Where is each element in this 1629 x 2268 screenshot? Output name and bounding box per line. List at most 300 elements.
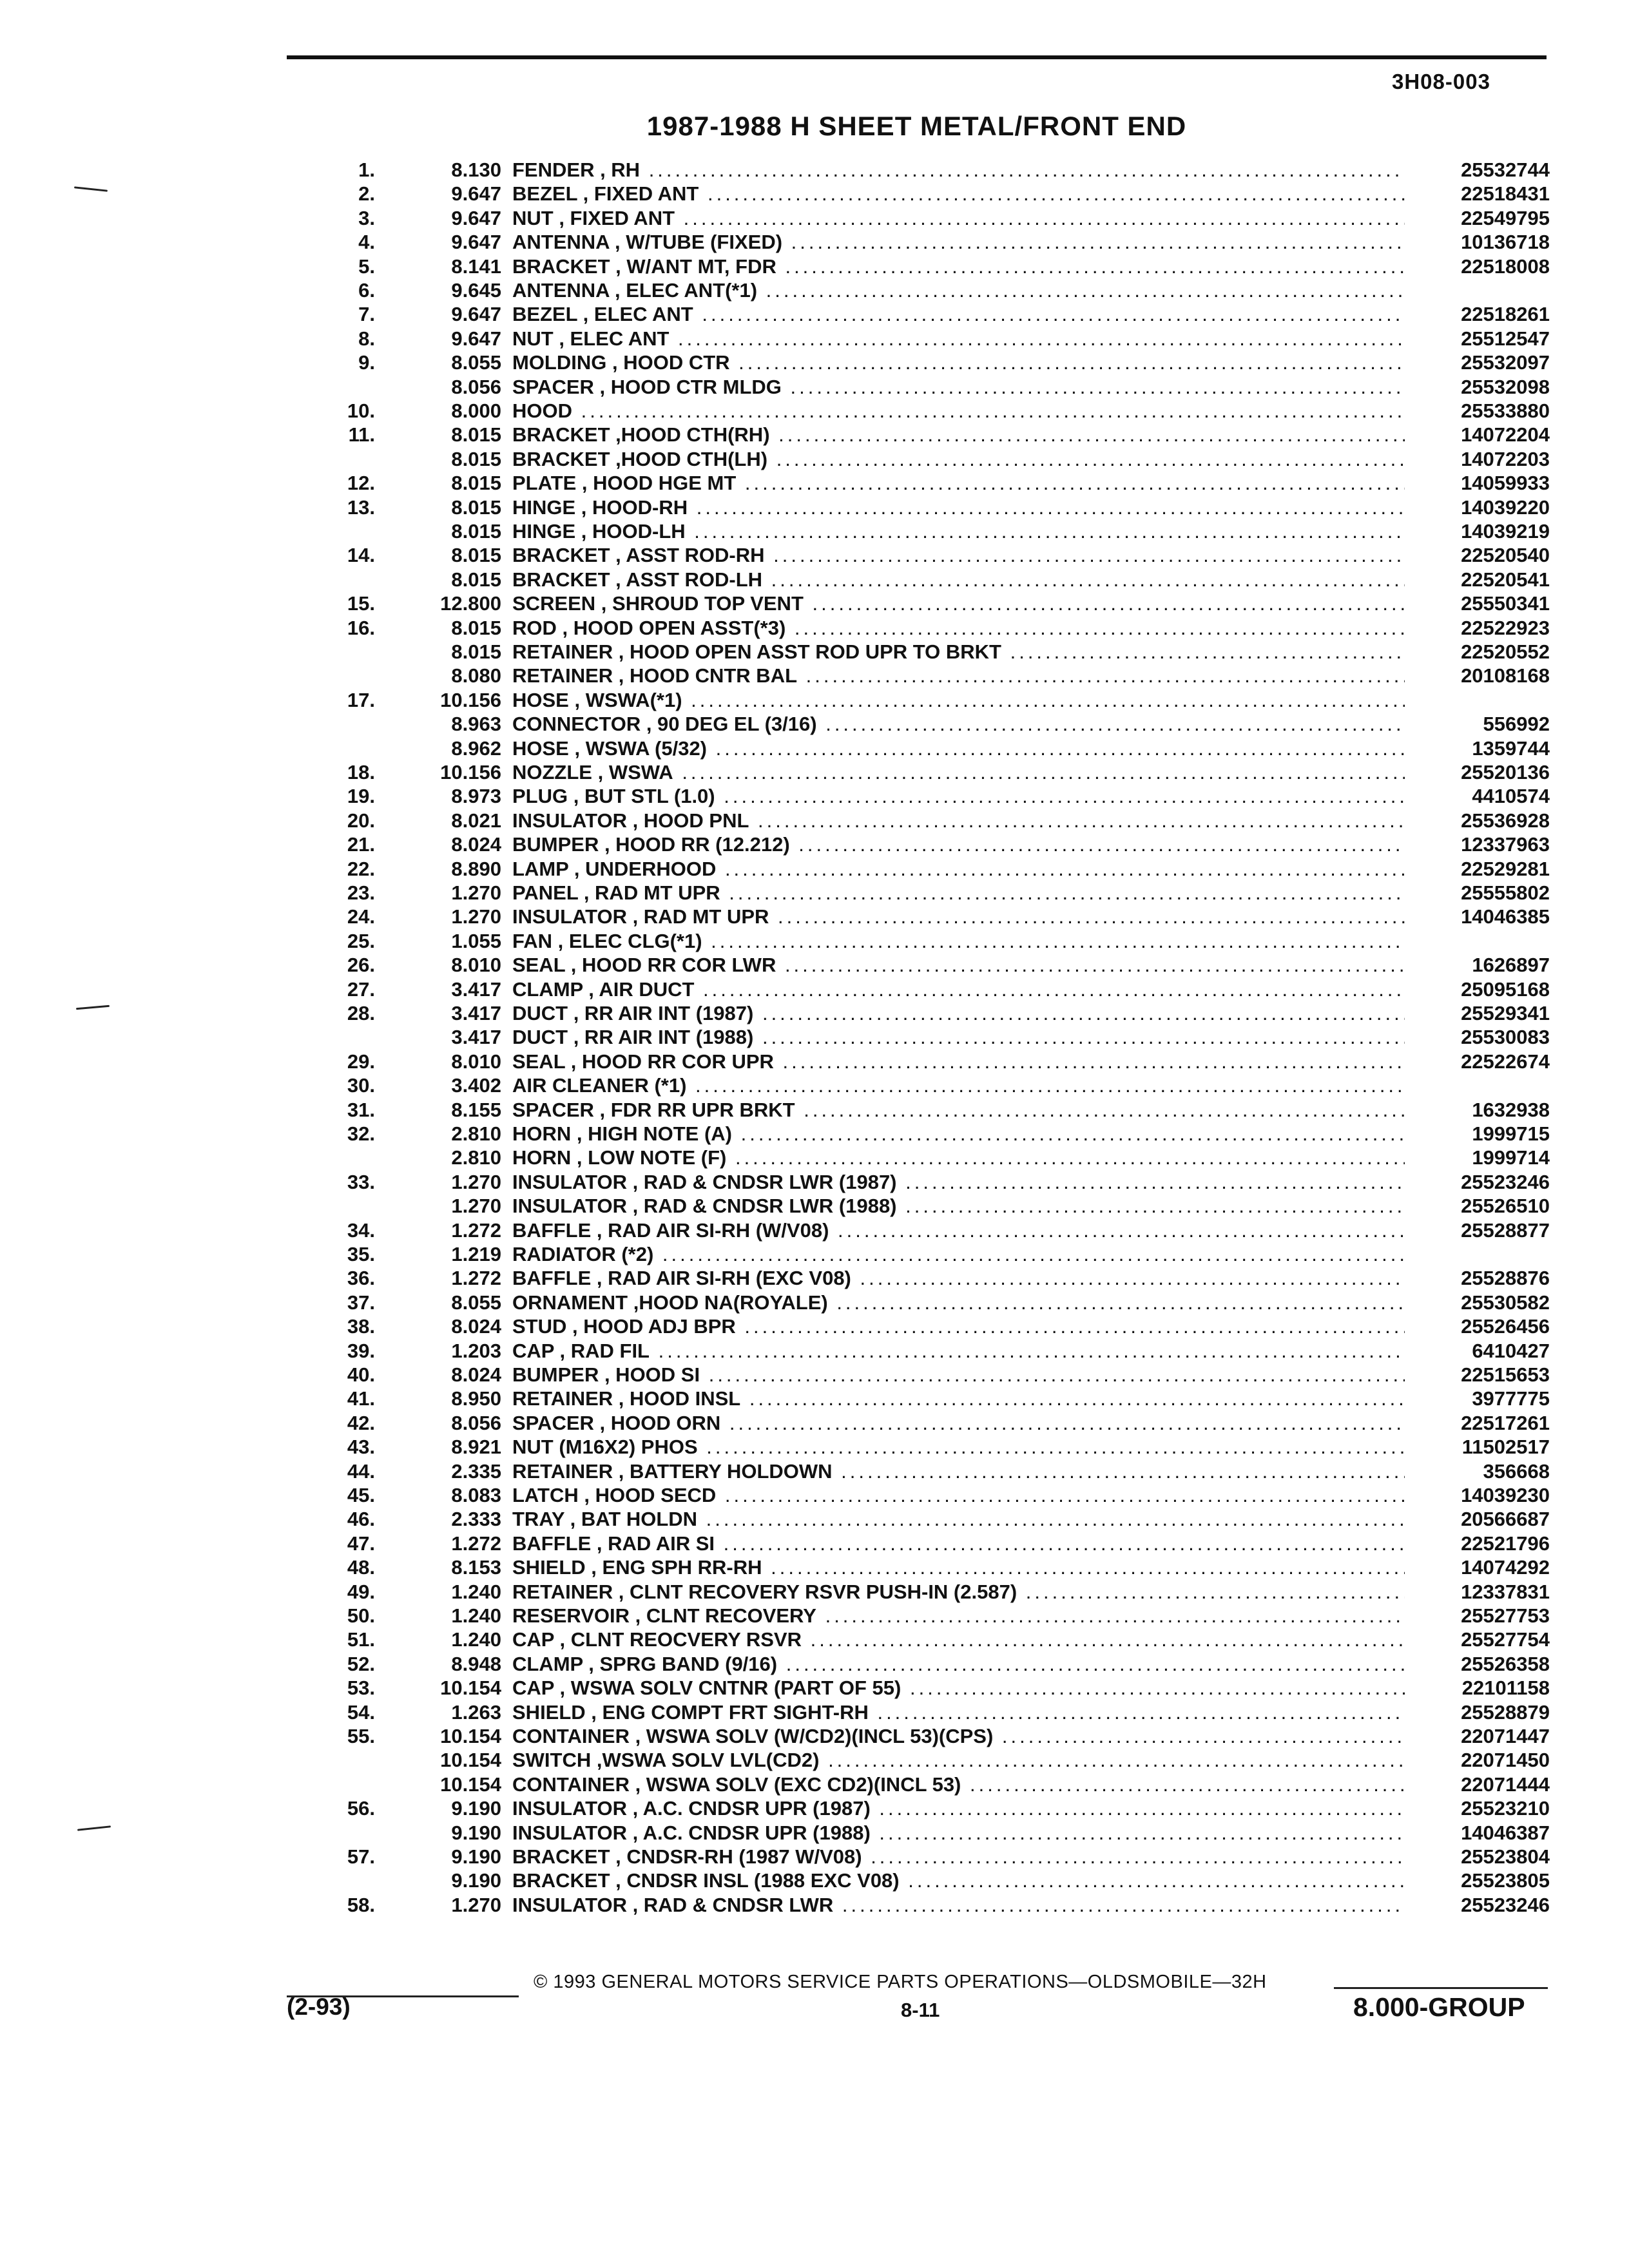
part-number: 356668 — [1483, 1460, 1550, 1483]
page-title: 1987-1988 H SHEET METAL/FRONT END — [646, 111, 1187, 141]
parts-row — [0, 375, 1559, 399]
part-description: SPACER , HOOD ORN ..... — [512, 1411, 1405, 1436]
part-number: 14039230 — [1461, 1484, 1550, 1506]
part-number: 25555802 — [1461, 881, 1550, 904]
part-description: BRACKET ,HOOD CTH(RH) ..... — [512, 423, 1405, 447]
part-description: SWITCH ,WSWA SOLV LVL(CD2) ..... — [512, 1748, 1405, 1773]
item-index: 25. — [347, 930, 375, 952]
part-description: BRACKET ,HOOD CTH(LH) ..... — [512, 447, 1405, 472]
part-description: BAFFLE , RAD AIR SI-RH (W/V08) ..... — [512, 1218, 1405, 1243]
part-description: SEAL , HOOD RR COR UPR ..... — [512, 1050, 1405, 1074]
part-description: BRACKET , CNDSR-RH (1987 W/V08) ..... — [512, 1845, 1405, 1869]
item-index: 57. — [347, 1845, 375, 1868]
item-index: 11. — [348, 423, 375, 446]
part-description: LAMP , UNDERHOOD ..... — [512, 857, 1405, 881]
item-index: 36. — [347, 1267, 375, 1289]
parts-row — [0, 230, 1559, 255]
part-description: BAFFLE , RAD AIR SI-RH (EXC V08) ..... — [512, 1266, 1405, 1291]
group-number: 1.203 — [451, 1340, 501, 1362]
part-description: CAP , RAD FIL ..... — [512, 1339, 1405, 1363]
part-description: HORN , LOW NOTE (F) ..... — [512, 1146, 1405, 1170]
item-index: 33. — [347, 1171, 375, 1193]
part-number: 25095168 — [1461, 978, 1550, 1001]
item-index: 8. — [358, 327, 375, 350]
group-number: 8.055 — [451, 1291, 501, 1314]
group-number: 8.973 — [451, 785, 501, 807]
part-number: 14046385 — [1461, 905, 1550, 928]
part-description: HOSE , WSWA(*1) ..... — [512, 688, 1405, 713]
item-index: 50. — [347, 1604, 375, 1627]
parts-row — [0, 1459, 1559, 1484]
parts-row — [0, 1676, 1559, 1700]
item-index: 34. — [347, 1219, 375, 1242]
part-description: ORNAMENT ,HOOD NA(ROYALE) ..... — [512, 1291, 1405, 1315]
parts-row — [0, 1435, 1559, 1459]
parts-row — [0, 1098, 1559, 1122]
parts-row — [0, 1194, 1559, 1218]
parts-row — [0, 1893, 1559, 1917]
parts-row — [0, 1796, 1559, 1821]
group-number: 8.153 — [451, 1556, 501, 1579]
group-number: 12.800 — [440, 592, 501, 615]
parts-row — [0, 1218, 1559, 1243]
parts-row — [0, 1170, 1559, 1195]
group-number: 3.417 — [451, 1002, 501, 1024]
part-number: 25550341 — [1461, 592, 1550, 615]
part-number: 25527754 — [1461, 1628, 1550, 1651]
document-code: 3H08-003 — [1392, 70, 1490, 93]
parts-row — [0, 1073, 1559, 1098]
part-description: BEZEL , FIXED ANT ..... — [512, 182, 1405, 206]
item-index: 58. — [347, 1894, 375, 1916]
parts-row — [0, 881, 1559, 905]
group-number: 2.810 — [451, 1122, 501, 1145]
parts-row — [0, 543, 1559, 568]
group-number: 1.240 — [451, 1628, 501, 1651]
parts-row — [0, 471, 1559, 495]
part-description: NUT , FIXED ANT ..... — [512, 206, 1405, 231]
part-description: CONTAINER , WSWA SOLV (W/CD2)(INCL 53)(CPS) ..... — [512, 1724, 1405, 1749]
part-number: 22515653 — [1461, 1363, 1550, 1386]
item-index: 47. — [347, 1532, 375, 1555]
part-description: TRAY , BAT HOLDN ..... — [512, 1507, 1405, 1532]
group-number: 8.015 — [451, 544, 501, 566]
group-number: 9.190 — [451, 1821, 501, 1844]
parts-row — [0, 1532, 1559, 1556]
part-description: CONTAINER , WSWA SOLV (EXC CD2)(INCL 53) ..... — [512, 1773, 1405, 1797]
part-number: 22518008 — [1461, 255, 1550, 278]
parts-row — [0, 1001, 1559, 1026]
group-number: 1.270 — [451, 905, 501, 928]
group-number: 8.015 — [451, 617, 501, 639]
parts-row — [0, 616, 1559, 640]
item-index: 15. — [347, 592, 375, 615]
item-index: 49. — [347, 1581, 375, 1603]
part-description: HORN , HIGH NOTE (A) ..... — [512, 1122, 1405, 1146]
part-description: RETAINER , HOOD OPEN ASST ROD UPR TO BRKT ..... — [512, 640, 1405, 664]
part-number: 20566687 — [1461, 1508, 1550, 1530]
group-number: 9.190 — [451, 1869, 501, 1892]
group-number: 2.335 — [451, 1460, 501, 1483]
part-description: BUMPER , HOOD RR (12.212) ..... — [512, 832, 1405, 857]
group-number: 9.647 — [451, 207, 501, 229]
parts-row — [0, 905, 1559, 929]
item-index: 13. — [347, 496, 375, 519]
part-number: 4410574 — [1472, 785, 1550, 807]
part-description: SEAL , HOOD RR COR LWR ..... — [512, 953, 1405, 977]
group-number: 1.272 — [451, 1219, 501, 1242]
group-number: 8.015 — [451, 520, 501, 543]
parts-row — [0, 255, 1559, 279]
item-index: 37. — [347, 1291, 375, 1314]
parts-row — [0, 712, 1559, 736]
parts-row — [0, 953, 1559, 977]
parts-row — [0, 1314, 1559, 1339]
item-index: 10. — [347, 399, 375, 422]
page-number: 8-11 — [901, 1999, 940, 2021]
parts-row — [0, 1507, 1559, 1532]
group-number: 8.015 — [451, 640, 501, 663]
group-number: 10.154 — [440, 1773, 501, 1796]
part-description: INSULATOR , RAD & CNDSR LWR (1987) ..... — [512, 1170, 1405, 1195]
part-number: 25530083 — [1461, 1026, 1550, 1048]
part-number: 25532744 — [1461, 159, 1550, 181]
part-description: INSULATOR , RAD MT UPR ..... — [512, 905, 1405, 929]
part-description: NOZZLE , WSWA ..... — [512, 760, 1405, 785]
part-number: 25523246 — [1461, 1171, 1550, 1193]
part-description: CONNECTOR , 90 DEG EL (3/16) ..... — [512, 712, 1405, 736]
part-description: MOLDING , HOOD CTR ..... — [512, 351, 1405, 375]
parts-row — [0, 640, 1559, 664]
parts-row — [0, 929, 1559, 954]
part-number: 25526510 — [1461, 1195, 1550, 1217]
group-number: 8.000 — [451, 399, 501, 422]
part-number: 22520541 — [1461, 568, 1550, 591]
group-number: 3.402 — [451, 1074, 501, 1097]
item-index: 55. — [347, 1725, 375, 1747]
item-index: 2. — [358, 182, 375, 205]
parts-row — [0, 447, 1559, 472]
part-description: BRACKET , ASST ROD-LH ..... — [512, 568, 1405, 592]
item-index: 18. — [347, 761, 375, 783]
parts-row — [0, 1773, 1559, 1797]
item-index: 35. — [347, 1243, 375, 1265]
item-index: 6. — [358, 279, 375, 302]
group-number: 3.417 — [451, 1026, 501, 1048]
item-index: 31. — [347, 1099, 375, 1121]
part-description: ANTENNA , ELEC ANT(*1) ..... — [512, 278, 1405, 303]
item-index: 48. — [347, 1556, 375, 1579]
part-number: 22522923 — [1461, 617, 1550, 639]
group-number: 9.647 — [451, 327, 501, 350]
part-number: 22522674 — [1461, 1050, 1550, 1073]
parts-row — [0, 1748, 1559, 1773]
parts-row — [0, 809, 1559, 833]
parts-row — [0, 591, 1559, 616]
item-index: 28. — [347, 1002, 375, 1024]
group-number: 8.080 — [451, 664, 501, 687]
group-number: 1.240 — [451, 1604, 501, 1627]
group-number: 1.270 — [451, 1894, 501, 1916]
part-description: BAFFLE , RAD AIR SI ..... — [512, 1532, 1405, 1556]
item-index: 26. — [347, 954, 375, 976]
parts-row — [0, 327, 1559, 351]
part-description: RETAINER , HOOD INSL ..... — [512, 1387, 1405, 1411]
part-number: 22520552 — [1461, 640, 1550, 663]
group-number: 8.948 — [451, 1653, 501, 1675]
part-number: 1359744 — [1472, 737, 1550, 760]
parts-row — [0, 519, 1559, 544]
item-index: 23. — [347, 881, 375, 904]
part-number: 25529341 — [1461, 1002, 1550, 1024]
part-number: 22518431 — [1461, 182, 1550, 205]
part-description: PANEL , RAD MT UPR ..... — [512, 881, 1405, 905]
group-number: 8.024 — [451, 1363, 501, 1386]
item-index: 41. — [347, 1387, 375, 1410]
parts-row — [0, 1122, 1559, 1146]
item-index: 4. — [358, 231, 375, 253]
part-number: 25526358 — [1461, 1653, 1550, 1675]
group-number: 1.272 — [451, 1267, 501, 1289]
parts-row — [0, 1555, 1559, 1580]
part-number: 25523805 — [1461, 1869, 1550, 1892]
parts-row — [0, 857, 1559, 881]
part-description: BUMPER , HOOD SI ..... — [512, 1363, 1405, 1387]
part-description: HOSE , WSWA (5/32) ..... — [512, 736, 1405, 761]
part-description: CAP , CLNT REOCVERY RSVR ..... — [512, 1628, 1405, 1652]
parts-row — [0, 1411, 1559, 1436]
part-description: PLUG , BUT STL (1.0) ..... — [512, 784, 1405, 809]
part-description: FAN , ELEC CLG(*1) ..... — [512, 929, 1405, 954]
group-number: 1.219 — [451, 1243, 501, 1265]
parts-row — [0, 784, 1559, 809]
group-number: 8.130 — [451, 159, 501, 181]
part-description: NUT (M16X2) PHOS ..... — [512, 1435, 1405, 1459]
parts-row — [0, 688, 1559, 713]
part-description: BRACKET , ASST ROD-RH ..... — [512, 543, 1405, 568]
group-number: 8.024 — [451, 833, 501, 856]
part-description: BRACKET , CNDSR INSL (1988 EXC V08) ..... — [512, 1869, 1405, 1893]
group-number: 10.154 — [440, 1725, 501, 1747]
group-number: 1.263 — [451, 1701, 501, 1724]
part-number: 25530582 — [1461, 1291, 1550, 1314]
parts-row — [0, 760, 1559, 785]
part-number: 14074292 — [1461, 1556, 1550, 1579]
group-number: 8.010 — [451, 1050, 501, 1073]
part-number: 25523246 — [1461, 1894, 1550, 1916]
group-number: 1.270 — [451, 1195, 501, 1217]
part-description: SHIELD , ENG SPH RR-RH ..... — [512, 1555, 1405, 1580]
part-description: ANTENNA , W/TUBE (FIXED) ..... — [512, 230, 1405, 255]
item-index: 21. — [347, 833, 375, 856]
group-number: 8.155 — [451, 1099, 501, 1121]
parts-row — [0, 1652, 1559, 1677]
item-index: 44. — [347, 1460, 375, 1483]
parts-row — [0, 568, 1559, 592]
parts-row — [0, 1628, 1559, 1652]
revision-date: (2-93) — [287, 1994, 351, 2020]
part-number: 14039220 — [1461, 496, 1550, 519]
part-description: INSULATOR , RAD & CNDSR LWR (1988) ..... — [512, 1194, 1405, 1218]
group-number: 8.083 — [451, 1484, 501, 1506]
item-index: 54. — [347, 1701, 375, 1724]
part-number: 25526456 — [1461, 1315, 1550, 1338]
group-label: 8.000-GROUP — [1353, 1992, 1525, 2022]
part-number: 22529281 — [1461, 858, 1550, 880]
part-number: 25532098 — [1461, 376, 1550, 398]
item-index: 12. — [347, 472, 375, 494]
part-description: BRACKET , W/ANT MT, FDR ..... — [512, 255, 1405, 279]
part-number: 25523804 — [1461, 1845, 1550, 1868]
parts-row — [0, 1700, 1559, 1725]
item-index: 52. — [347, 1653, 375, 1675]
group-number: 2.810 — [451, 1146, 501, 1169]
group-number: 10.154 — [440, 1749, 501, 1771]
part-description: NUT , ELEC ANT ..... — [512, 327, 1405, 351]
parts-row — [0, 832, 1559, 857]
item-index: 40. — [347, 1363, 375, 1386]
group-number: 1.270 — [451, 881, 501, 904]
group-number: 9.190 — [451, 1845, 501, 1868]
group-number: 10.154 — [440, 1677, 501, 1699]
part-description: SPACER , FDR RR UPR BRKT ..... — [512, 1098, 1405, 1122]
group-number: 8.962 — [451, 737, 501, 760]
item-index: 22. — [347, 858, 375, 880]
part-description: CLAMP , AIR DUCT ..... — [512, 977, 1405, 1002]
group-number: 2.333 — [451, 1508, 501, 1530]
group-number: 10.156 — [440, 761, 501, 783]
parts-row — [0, 977, 1559, 1002]
part-description: RESERVOIR , CLNT RECOVERY ..... — [512, 1604, 1405, 1628]
part-description: HOOD ..... — [512, 399, 1405, 423]
parts-row — [0, 1821, 1559, 1845]
group-number: 9.645 — [451, 279, 501, 302]
part-description: AIR CLEANER (*1) ..... — [512, 1073, 1405, 1098]
group-number: 8.015 — [451, 568, 501, 591]
group-number: 10.156 — [440, 689, 501, 711]
parts-row — [0, 1604, 1559, 1628]
group-number: 8.015 — [451, 472, 501, 494]
part-number: 14046387 — [1461, 1821, 1550, 1844]
part-number: 25536928 — [1461, 809, 1550, 832]
group-number: 8.055 — [451, 351, 501, 374]
part-number: 3977775 — [1472, 1387, 1550, 1410]
group-number: 8.015 — [451, 448, 501, 470]
part-number: 22071447 — [1461, 1725, 1550, 1747]
part-number: 25527753 — [1461, 1604, 1550, 1627]
group-number: 1.240 — [451, 1581, 501, 1603]
parts-row — [0, 278, 1559, 303]
item-index: 53. — [347, 1677, 375, 1699]
parts-row — [0, 1291, 1559, 1315]
parts-row — [0, 182, 1559, 206]
item-index: 20. — [347, 809, 375, 832]
part-description: PLATE , HOOD HGE MT ..... — [512, 471, 1405, 495]
item-index: 7. — [358, 303, 375, 325]
part-number: 25528876 — [1461, 1267, 1550, 1289]
part-number: 25523210 — [1461, 1797, 1550, 1820]
part-description: RETAINER , HOOD CNTR BAL ..... — [512, 664, 1405, 688]
parts-row — [0, 1483, 1559, 1508]
part-number: 25533880 — [1461, 399, 1550, 422]
footer-rule — [1334, 1987, 1548, 1989]
part-description: CAP , WSWA SOLV CNTNR (PART OF 55) ..... — [512, 1676, 1405, 1700]
group-number: 1.270 — [451, 1171, 501, 1193]
part-number: 14039219 — [1461, 520, 1550, 543]
parts-row — [0, 351, 1559, 375]
part-number: 25528877 — [1461, 1219, 1550, 1242]
parts-row — [0, 1580, 1559, 1604]
part-description: INSULATOR , HOOD PNL ..... — [512, 809, 1405, 833]
item-index: 51. — [347, 1628, 375, 1651]
part-number: 25532097 — [1461, 351, 1550, 374]
group-number: 8.015 — [451, 496, 501, 519]
item-index: 32. — [347, 1122, 375, 1145]
part-number: 10136718 — [1461, 231, 1550, 253]
part-description: RETAINER , BATTERY HOLDOWN ..... — [512, 1459, 1405, 1484]
part-description: SPACER , HOOD CTR MLDG ..... — [512, 375, 1405, 399]
part-number: 22521796 — [1461, 1532, 1550, 1555]
parts-row — [0, 1869, 1559, 1893]
part-description: DUCT , RR AIR INT (1987) ..... — [512, 1001, 1405, 1026]
part-description: INSULATOR , A.C. CNDSR UPR (1988) ..... — [512, 1821, 1405, 1845]
group-number: 8.963 — [451, 713, 501, 735]
item-index: 38. — [347, 1315, 375, 1338]
part-number: 25520136 — [1461, 761, 1550, 783]
part-description: DUCT , RR AIR INT (1988) ..... — [512, 1025, 1405, 1050]
part-number: 1999714 — [1472, 1146, 1550, 1169]
part-description: RADIATOR (*2) ..... — [512, 1242, 1405, 1267]
part-number: 22101158 — [1461, 1677, 1550, 1699]
top-rule — [287, 55, 1547, 59]
item-index: 5. — [358, 255, 375, 278]
item-index: 29. — [347, 1050, 375, 1073]
part-description: FENDER , RH ..... — [512, 158, 1405, 182]
group-number: 9.647 — [451, 182, 501, 205]
item-index: 16. — [347, 617, 375, 639]
item-index: 14. — [347, 544, 375, 566]
parts-row — [0, 1242, 1559, 1267]
part-number: 22520540 — [1461, 544, 1550, 566]
part-number: 14072204 — [1461, 423, 1550, 446]
item-index: 1. — [358, 159, 375, 181]
item-index: 19. — [347, 785, 375, 807]
parts-row — [0, 495, 1559, 520]
part-description: STUD , HOOD ADJ BPR ..... — [512, 1314, 1405, 1339]
group-number: 8.010 — [451, 954, 501, 976]
copyright-notice: © 1993 GENERAL MOTORS SERVICE PARTS OPERATIONS—OLDSMOBILE—32H — [534, 1972, 1267, 1992]
part-number: 1632938 — [1472, 1099, 1550, 1121]
part-number: 12337963 — [1461, 833, 1550, 856]
item-index: 30. — [347, 1074, 375, 1097]
part-number: 11502517 — [1461, 1436, 1550, 1458]
group-number: 1.272 — [451, 1532, 501, 1555]
parts-row — [0, 1339, 1559, 1363]
part-number: 556992 — [1483, 713, 1550, 735]
part-number: 14072203 — [1461, 448, 1550, 470]
item-index: 46. — [347, 1508, 375, 1530]
item-index: 42. — [347, 1412, 375, 1434]
item-index: 43. — [347, 1436, 375, 1458]
item-index: 9. — [358, 351, 375, 374]
part-description: LATCH , HOOD SECD ..... — [512, 1483, 1405, 1508]
part-number: 12337831 — [1461, 1581, 1550, 1603]
part-number: 25512547 — [1461, 327, 1550, 350]
part-number: 22071450 — [1461, 1749, 1550, 1771]
part-description: RETAINER , CLNT RECOVERY RSVR PUSH-IN (2.587) ..... — [512, 1580, 1405, 1604]
part-description: HINGE , HOOD-RH ..... — [512, 495, 1405, 520]
part-description: HINGE , HOOD-LH ..... — [512, 519, 1405, 544]
